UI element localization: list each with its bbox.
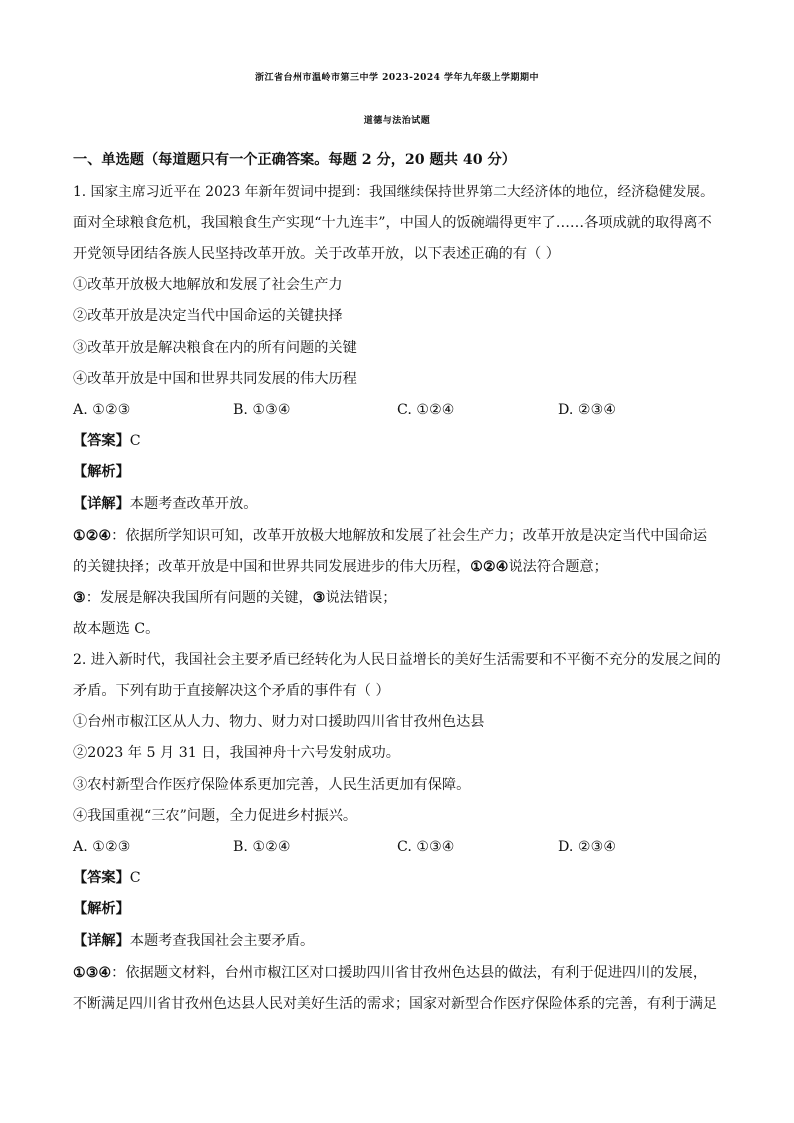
q1-explanation-line1: [73, 526, 707, 546]
q1-analysis-tag: [73, 462, 130, 482]
detail-text: 本题考查改革开放。: [129, 496, 258, 512]
explanation-text: ：发展是解决我国所有问题的关键，: [85, 590, 313, 606]
q2-statement-1: ①台州市椒江区从人力、物力、财力对口援助四川省甘孜州色达县: [73, 714, 485, 730]
q2-explanation-line1: [73, 963, 707, 983]
answer-tag: 【答案】: [73, 433, 130, 449]
choice-mark: ①②④: [470, 559, 509, 575]
q1-explanation-line3: [73, 588, 396, 608]
analysis-tag: 【解析】: [73, 464, 130, 480]
q2-option-b: B. ①②④: [233, 839, 291, 855]
explanation-text: 说法错误；: [325, 590, 397, 606]
q1-conclusion: 故本题选 C。: [73, 621, 160, 637]
answer-value: C: [129, 433, 141, 449]
doc-title-line2: 道德与法治试题: [363, 116, 431, 126]
q1-option-d: D. ②③④: [558, 402, 617, 418]
explanation-text: 说法符合题意；: [508, 559, 608, 575]
choice-mark: ③: [312, 590, 326, 606]
q2-statement-2: ②2023 年 5 月 31 日，我国神舟十六号发射成功。: [73, 745, 400, 761]
q2-option-c: C. ①③④: [397, 839, 455, 855]
q1-statement-2: ②改革开放是决定当代中国命运的关键抉择: [73, 308, 343, 324]
detail-tag: 【详解】: [73, 496, 130, 512]
q2-explanation-line2: 不断满足四川省甘孜州色达县人民对美好生活的需求；国家对新型合作医疗保险体系的完善，有利于满足: [73, 996, 717, 1012]
q1-statement-4: ④改革开放是中国和世界共同发展的伟大历程: [73, 371, 357, 387]
q1-option-c: C. ①②④: [397, 402, 455, 418]
q2-answer: [73, 868, 141, 888]
q2-statement-4: ④我国重视“三农”问题，全力促进乡村振兴。: [73, 808, 358, 824]
explanation-text: ：依据所学知识可知，改革开放极大地解放和发展了社会生产力；改革开放是决定当代中国命运: [111, 528, 708, 544]
q1-option-b: B. ①③④: [233, 402, 291, 418]
q2-detail: [73, 931, 314, 951]
q1-stem-line1: 1. 国家主席习近平在 2023 年新年贺词中提到：我国继续保持世界第二大经济体的地位，经济稳健发展。: [73, 184, 714, 200]
q2-stem-line2: 矛盾。下列有助于直接解决这个矛盾的事件有（ ）: [73, 683, 390, 699]
choice-mark: ①②④: [73, 528, 112, 544]
explanation-text: ：依据题文材料，台州市椒江区对口援助四川省甘孜州色达县的做法，有利于促进四川的发展，: [111, 965, 708, 981]
q1-stem-line2: 面对全球粮食危机，我国粮食生产实现“十九连丰”，中国人的饭碗端得更牢了……各项成就的取得离不: [73, 215, 712, 231]
section-heading: 一、单选题（每道题只有一个正确答案。每题 2 分，20 题共 40 分）: [73, 152, 516, 168]
choice-mark: ①③④: [73, 965, 112, 981]
doc-title-line1: 浙江省台州市温岭市第三中学 2023-2024 学年九年级上学期期中: [254, 73, 540, 83]
answer-tag: 【答案】: [73, 870, 130, 886]
q1-stem-line3: 开党领导团结各族人民坚持改革开放。关于改革开放，以下表述正确的有（ ）: [73, 246, 560, 262]
q2-option-a: A. ①②③: [73, 839, 131, 855]
q1-answer: [73, 431, 141, 451]
q2-stem-line1: 2. 进入新时代，我国社会主要矛盾已经转化为人民日益增长的美好生活需要和不平衡不充分的发展之间的: [73, 652, 721, 668]
analysis-tag: 【解析】: [73, 901, 130, 917]
choice-mark: ③: [73, 590, 86, 606]
explanation-text: 的关键抉择；改革开放是中国和世界共同发展进步的伟大历程，: [73, 559, 471, 575]
answer-value: C: [129, 870, 141, 886]
q1-explanation-line2: [73, 557, 608, 577]
q1-statement-1: ①改革开放极大地解放和发展了社会生产力: [73, 277, 343, 293]
q1-option-a: A. ①②③: [73, 402, 131, 418]
detail-text: 本题考查我国社会主要矛盾。: [129, 933, 315, 949]
detail-tag: 【详解】: [73, 933, 130, 949]
q1-detail: [73, 494, 257, 514]
q1-statement-3: ③改革开放是解决粮食在内的所有问题的关键: [73, 340, 357, 356]
q2-analysis-tag: [73, 899, 130, 919]
q2-statement-3: ③农村新型合作医疗保险体系更加完善，人民生活更加有保障。: [73, 777, 471, 793]
q2-option-d: D. ②③④: [558, 839, 617, 855]
